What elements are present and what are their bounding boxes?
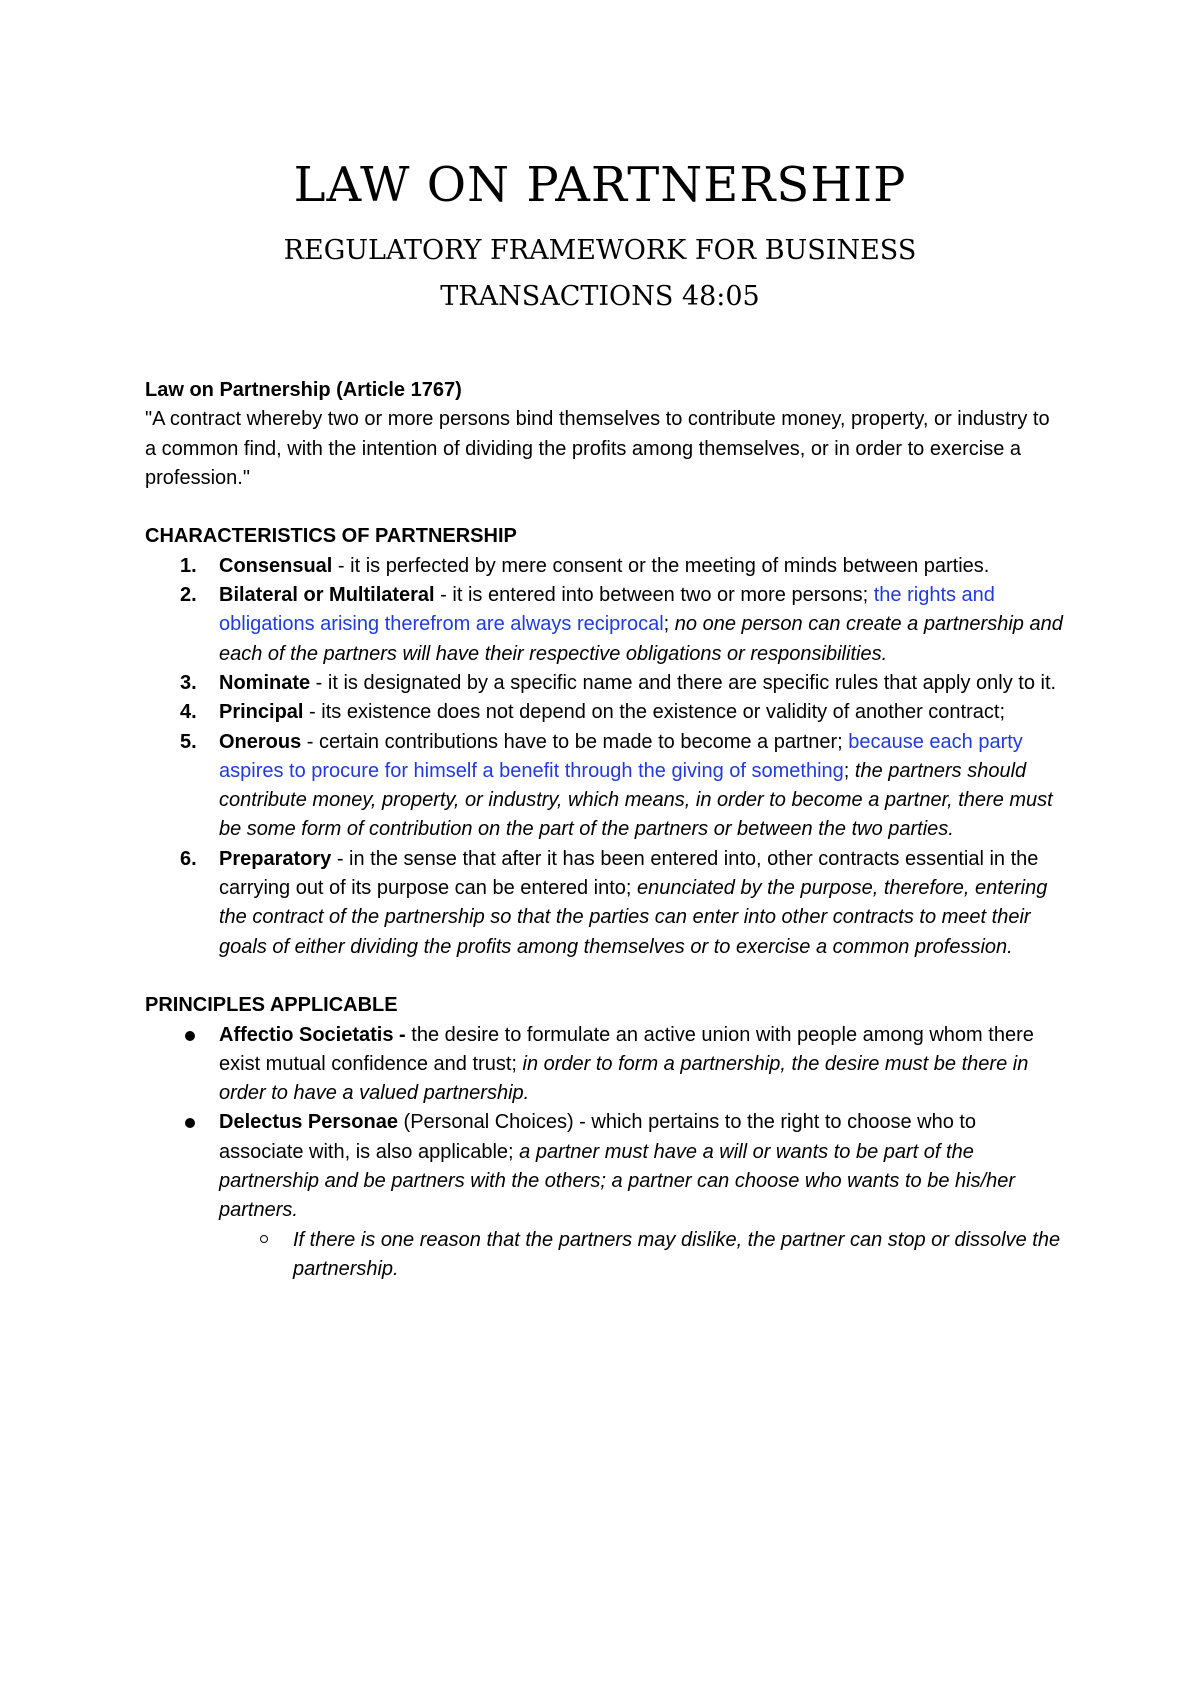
characteristic-italic: no one person can create a partnership and each of the partners will have their respective obligations or responsibilities. <box>219 613 1063 665</box>
characteristic-desc: - certain contributions have to be made to become a partner; <box>301 730 849 753</box>
list-item <box>145 552 1065 581</box>
characteristic-italic: enunciated by the purpose, therefore, entering the contract of the partnership so that the parties can enter into other contracts to meet their goals of either dividing the profits among themselves or to exercise a common profession. <box>219 877 1048 958</box>
characteristics-heading: CHARACTERISTICS OF PARTNERSHIP <box>145 525 517 548</box>
characteristic-highlight: because each party aspires to procure for himself a benefit through the giving of something <box>219 730 1023 782</box>
list-number: 4. <box>180 701 197 724</box>
document-subtitle <box>0 228 1200 320</box>
characteristic-term: Onerous <box>219 730 302 753</box>
list-number: 1. <box>180 554 197 577</box>
definition-heading: Law on Partnership (Article 1767) <box>145 379 462 401</box>
list-number: 6. <box>180 847 197 870</box>
list-number: 5. <box>180 730 197 753</box>
characteristic-term: Principal <box>219 701 304 724</box>
hollow-bullet-icon <box>260 1235 268 1243</box>
list-number: 2. <box>180 584 197 607</box>
list-item <box>145 669 1065 698</box>
document-body <box>145 376 1065 1284</box>
characteristic-term: Nominate <box>219 671 311 694</box>
document-title: LAW ON PARTNERSHIP <box>293 157 907 213</box>
list-item <box>145 845 1065 962</box>
characteristic-term: Bilateral or Multilateral <box>219 584 435 607</box>
characteristic-desc: - it is designated by a specific name and there are specific rules that apply only to it. <box>310 671 1057 694</box>
principle-italic: in order to form a partnership, the desire must be there in order to have a valued partnership. <box>219 1052 1029 1105</box>
definition-text: "A contract whereby two or more persons bind themselves to contribute money, property, or industry to a common find, with the intention of dividing the profits among themselves, or in order to exercise a profession." <box>145 408 1050 489</box>
list-item <box>145 728 1065 845</box>
principle-italic: a partner must have a will or wants to be part of the partnership and be partners with the others; a partner can choose who wants to be his/her partners. <box>219 1140 1016 1222</box>
characteristic-term: Consensual <box>219 554 333 577</box>
characteristic-term: Preparatory <box>219 847 332 870</box>
list-item <box>145 698 1065 727</box>
list-number: 3. <box>180 671 197 694</box>
characteristic-sep: ; <box>663 613 675 636</box>
list-item <box>145 581 1065 669</box>
principle-term: Delectus Personae <box>219 1111 398 1134</box>
list-item <box>145 1021 1065 1109</box>
subtitle-line-2: TRANSACTIONS 48:05 <box>440 281 760 312</box>
characteristic-highlight: the rights and obligations arising therefrom are always reciprocal <box>219 584 995 636</box>
characteristic-sep: ; <box>843 759 855 782</box>
principle-desc: the desire to formulate an active union with people among whom there exist mutual confidence and trust; <box>219 1023 1034 1075</box>
characteristic-desc: - in the sense that after it has been entered into, other contracts essential in the carrying out of its purpose can be entered into; <box>219 847 1039 900</box>
principle-desc: (Personal Choices) - which pertains to the right to choose who to associate with, is also applicable; <box>219 1111 977 1163</box>
characteristic-desc: - it is perfected by mere consent or the meeting of minds between parties. <box>332 554 990 577</box>
sub-list-item <box>219 1226 1065 1285</box>
principles-heading: PRINCIPLES APPLICABLE <box>145 994 398 1017</box>
bullet-icon <box>185 1118 195 1128</box>
sub-list <box>219 1226 1065 1285</box>
principle-term: Affectio Societatis - <box>219 1023 406 1046</box>
characteristic-italic: the partners should contribute money, property, or industry, which means, in order to become a partner, there must be some form of contribution on the part of the partners or between the two parties. <box>219 759 1053 841</box>
principles-list <box>145 1021 1065 1285</box>
sub-item-text: If there is one reason that the partners may dislike, the partner can stop or dissolve the partnership. <box>293 1228 1061 1280</box>
characteristic-desc: - it is entered into between two or more persons; <box>434 584 874 607</box>
characteristics-list <box>145 552 1065 962</box>
bullet-icon <box>185 1031 195 1041</box>
subtitle-line-1: REGULATORY FRAMEWORK FOR BUSINESS <box>283 235 917 266</box>
characteristic-desc: - its existence does not depend on the existence or validity of another contract; <box>303 701 1006 724</box>
list-item <box>145 1108 1065 1284</box>
